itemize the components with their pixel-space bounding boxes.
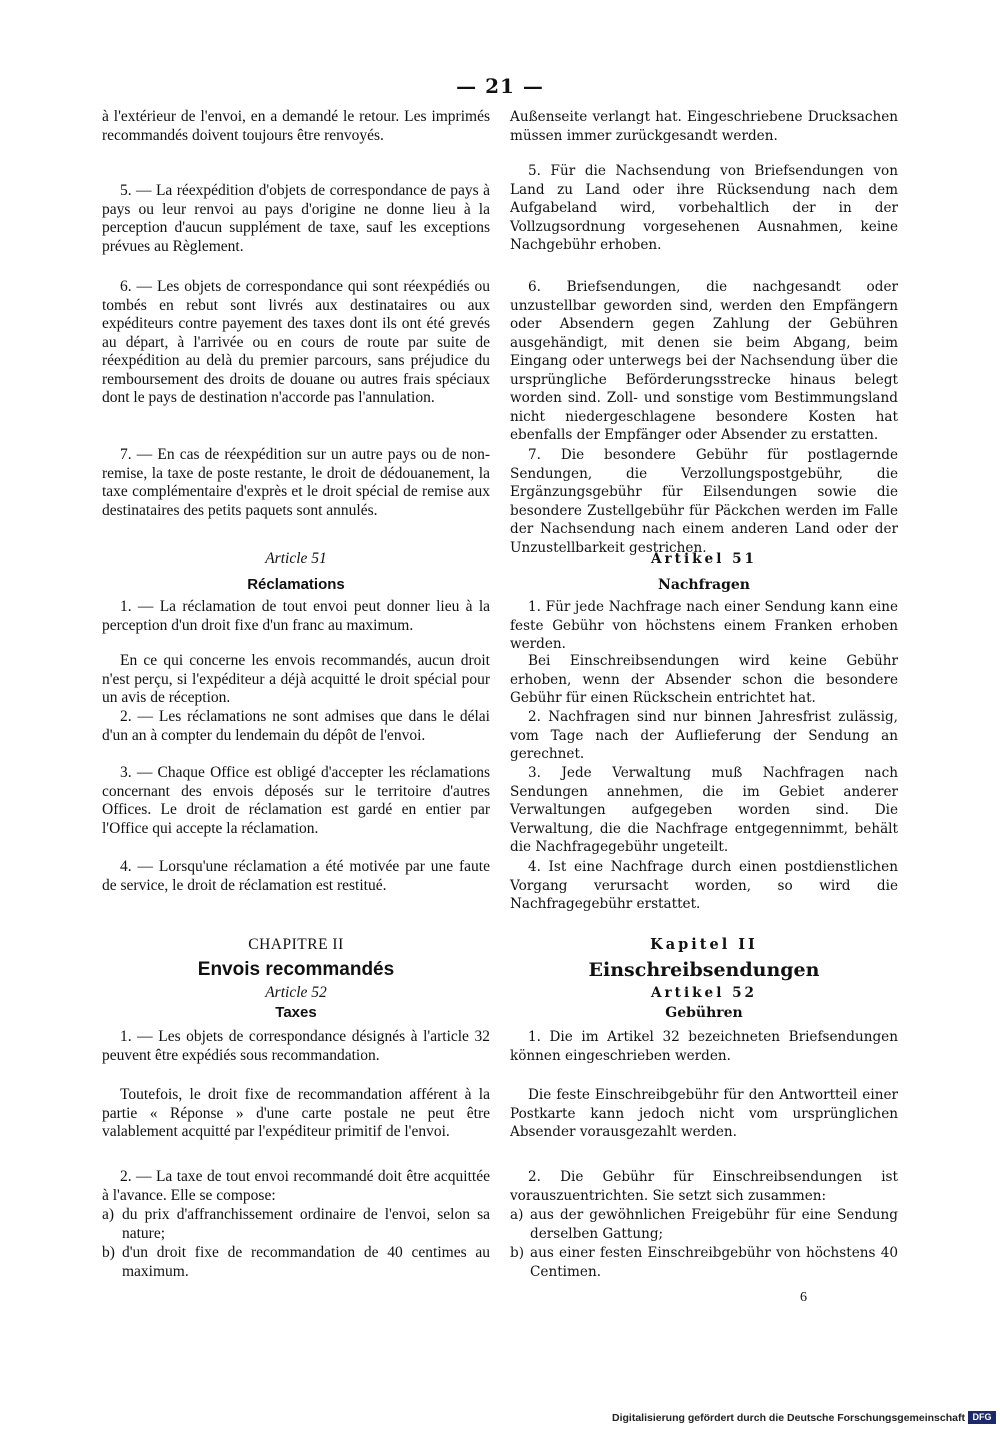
nachfrage-2: 2. Nachfragen sind nur binnen Jahresfrist zulässig, vom Tage nach der Auflieferung der Sendung an gerechnet.	[510, 709, 898, 762]
article-51-title: Nachfragen	[658, 577, 750, 593]
french-column	[102, 108, 490, 1281]
item-a-label: a)	[102, 1206, 115, 1223]
page-number: — 21 —	[456, 74, 544, 98]
gebuehren-1: 1. Die im Artikel 32 bezeichneten Briefsendungen können eingeschrieben werden.	[510, 1029, 898, 1064]
nachfrage-1b: Bei Einschreibsendungen wird keine Gebühr erhoben, wenn der Absender schon die besondere Gebühr für einen Rückschein entrichtet hat.	[510, 653, 898, 706]
item-b-label: b)	[102, 1244, 115, 1261]
article-51-title: Réclamations	[247, 576, 345, 593]
nachfrage-1: 1. Für jede Nachfrage nach einer Sendung kann eine feste Gebühr von höchstens einem Franken erhoben werden.	[510, 599, 898, 652]
gebuehren-item-b	[510, 1244, 898, 1281]
gebuehren-item-a	[510, 1206, 898, 1244]
article-52-title: Taxes	[275, 1004, 317, 1021]
item-b-label: b)	[510, 1245, 525, 1261]
taxes-1b: Toutefois, le droit fixe de recommandation afférent à la partie « Réponse » d'une carte postale ne peut être valablement acquitté par l'expéditeur primitif de l'envoi.	[102, 1086, 490, 1140]
paragraph-7: 7. — En cas de réexpédition sur un autre pays ou de non-remise, la taxe de poste restante, le droit de dédouanement, la taxe complémentaire d'exprès et le droit spécial de remise aux destinataires des petits paquets sont annulés.	[102, 446, 490, 519]
item-a-text: du prix d'affranchissement ordinaire de l'envoi, selon sa nature;	[122, 1206, 490, 1242]
paragraph-5: 5. — La réexpédition d'objets de correspondance de pays à pays ou leur renvoi au pays d'origine ne donne lieu à la perception d'aucun supplément de taxe, sauf les exceptions prévues au Règlement.	[102, 182, 490, 255]
article-52-heading: Artikel 52	[650, 985, 758, 1001]
item-a-label: a)	[510, 1207, 524, 1223]
item-b-text: d'un droit fixe de recommandation de 40 centimes au maximum.	[122, 1244, 490, 1280]
reclamation-2: 2. — Les réclamations ne sont admises que dans le délai d'un an à compter du lendemain du dépôt de l'envoi.	[102, 708, 490, 744]
nachfrage-4: 4. Ist eine Nachfrage durch einen postdienstlichen Vorgang verursacht worden, so wird die Nachfragegebühr erstattet.	[510, 859, 898, 912]
dfg-logo-icon: DFG	[968, 1411, 996, 1424]
chapter-heading: Kapitel II	[650, 936, 758, 953]
paragraph-7: 7. Die besondere Gebühr für postlagernde Sendungen, die Verzollungspostgebühr, die Ergänzungsgebühr für Eilsendungen sowie die besondere Zustellgebühr für Päckchen werden im Falle der Nachsendung nach einem anderen Land oder der Unzustellbarkeit gestrichen.	[510, 447, 898, 556]
article-51-heading: Artikel 51	[650, 551, 758, 567]
item-b-text: aus einer festen Einschreibgebühr von höchstens 40 Centimen.	[530, 1245, 898, 1280]
chapter-heading: CHAPITRE II	[248, 936, 344, 953]
taxes-1: 1. — Les objets de correspondance désignés à l'article 32 peuvent être expédiés sous recommandation.	[102, 1028, 490, 1064]
chapter-title: Einschreibsendungen	[588, 959, 820, 981]
gebuehren-2: 2. Die Gebühr für Einschreibsendungen ist vorauszuentrichten. Sie setzt sich zusammen:	[510, 1169, 898, 1204]
german-column	[510, 108, 898, 1281]
reclamation-4: 4. — Lorsqu'une réclamation a été motivée par une faute de service, le droit de réclamation est restitué.	[102, 858, 490, 894]
paragraph-continuation: Außenseite verlangt hat. Eingeschriebene Drucksachen müssen immer zurückgesandt werden.	[510, 109, 898, 144]
nachfrage-3: 3. Jede Verwaltung muß Nachfragen nach Sendungen annehmen, die im Gebiet anderer Verwaltungen aufgegeben worden sind. Die Verwaltung, die die Nachfrage entgegennimmt, behält die Nachfragegebühr ungeteilt.	[510, 765, 898, 855]
signature-mark: 6	[800, 1290, 807, 1305]
paragraph-6: 6. — Les objets de correspondance qui sont réexpédiés ou tombés en rebut sont livrés aux destinataires ou aux expéditeurs contre payement des taxes dont ils ont été grevés au départ, à l'arrivée ou en cours de route par suite de réexpédition au delà du premier parcours, sans préjudice du remboursement des droits de douane ou autres frais spéciaux dont le pays de destination n'accorde pas l'annulation.	[102, 278, 490, 406]
paragraph-6: 6. Briefsendungen, die nachgesandt oder unzustellbar geworden sind, werden den Empfängern oder Absendern gegen Zahlung der Gebühren ausgehändigt, mit denen sie beim Abgang, beim Eingang oder unterwegs bei der Nachsendung über die ursprüngliche Beförderungsstrecke hinaus belegt worden sind. Zoll- und sonstige vom Bestimmungsland nicht niedergeschlagene besondere Kosten hat ebenfalls der Empfänger oder Absender zu erstatten.	[510, 279, 898, 443]
paragraph-5: 5. Für die Nachsendung von Briefsendungen von Land zu Land oder ihre Rücksendung nach dem Aufgabeland wird, vorbehaltlich der in der Vollzugsordnung vorgesehenen Ausnahmen, keine Nachgebühr erhoben.	[510, 163, 898, 253]
item-a-text: aus der gewöhnlichen Freigebühr für eine Sendung derselben Gattung;	[530, 1207, 898, 1242]
article-51-heading: Article 51	[265, 550, 327, 567]
reclamation-1: 1. — La réclamation de tout envoi peut donner lieu à la perception d'un droit fixe d'un franc au maximum.	[102, 598, 490, 634]
taxes-item-b	[102, 1244, 490, 1281]
reclamation-1b: En ce qui concerne les envois recommandés, aucun droit n'est perçu, si l'expéditeur a déjà acquitté le droit spécial pour un avis de réception.	[102, 652, 490, 706]
gebuehren-1b: Die feste Einschreibgebühr für den Antwortteil einer Postkarte kann jedoch nicht vom ursprünglichen Absender vorausgezahlt werden.	[510, 1087, 898, 1140]
chapter-title: Envois recommandés	[197, 959, 395, 980]
paragraph-continuation: à l'extérieur de l'envoi, en a demandé le retour. Les imprimés recommandés doivent toujours être renvoyés.	[102, 108, 490, 144]
reclamation-3: 3. — Chaque Office est obligé d'accepter les réclamations concernant des envois déposés sur le territoire d'autres Offices. Le droit de réclamation est gardé en entier par l'Office qui accepte la réclamation.	[102, 764, 490, 837]
taxes-item-a	[102, 1206, 490, 1244]
article-52-title: Gebühren	[665, 1005, 743, 1021]
taxes-2: 2. — La taxe de tout envoi recommandé doit être acquittée à l'avance. Elle se compose:	[102, 1168, 490, 1204]
article-52-heading: Article 52	[265, 984, 327, 1001]
footer-credit: Digitalisierung gefördert durch die Deutsche Forschungsgemeinschaft	[612, 1412, 965, 1424]
